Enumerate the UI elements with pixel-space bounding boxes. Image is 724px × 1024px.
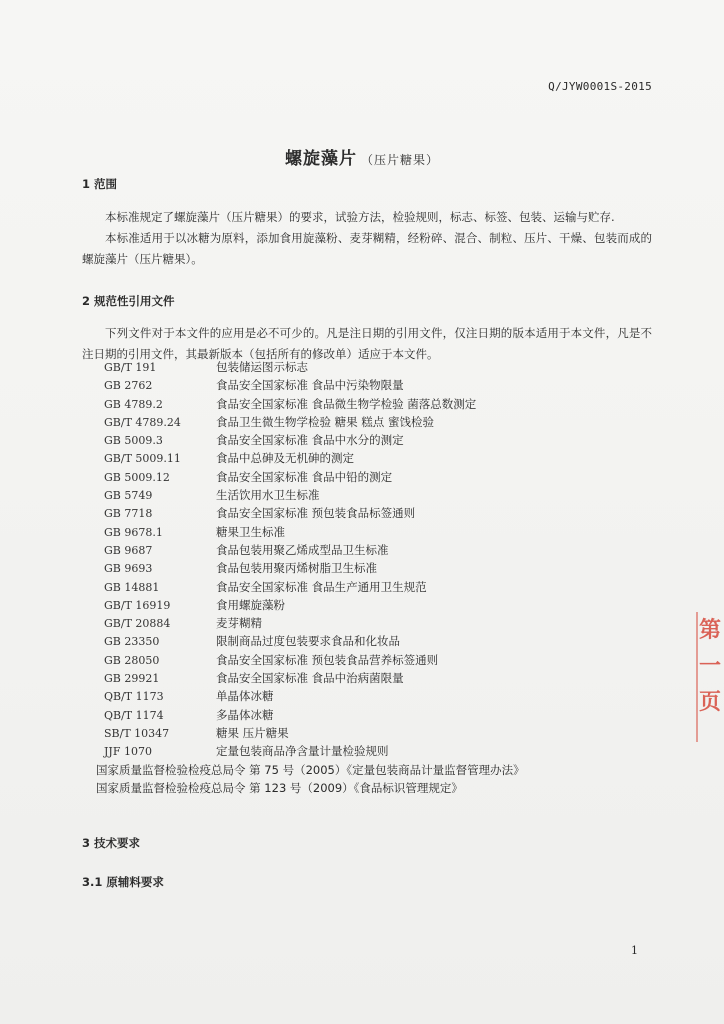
reference-title: 食品包装用聚乙烯成型品卫生标准 bbox=[216, 542, 389, 557]
reference-title: 包装储运图示标志 bbox=[216, 360, 308, 374]
reference-title: 麦芽糊精 bbox=[216, 616, 262, 631]
reference-title: 食用螺旋藻粉 bbox=[216, 597, 285, 612]
reference-order bbox=[96, 779, 664, 797]
reference-item bbox=[104, 376, 664, 394]
reference-title: 糖果卫生标准 bbox=[216, 524, 285, 539]
reference-item bbox=[104, 486, 664, 504]
reference-code: GB 28050 bbox=[104, 653, 160, 667]
section-3-heading: 3 技术要求 bbox=[82, 836, 141, 850]
reference-title: 单晶体冰糖 bbox=[216, 689, 274, 704]
standard-number: Q/JYW0001S-2015 bbox=[548, 80, 652, 93]
page-number: 1 bbox=[631, 944, 638, 957]
reference-title: 限制商品过度包装要求食品和化妆品 bbox=[216, 634, 400, 649]
reference-item bbox=[104, 706, 664, 724]
reference-title: 食品安全国家标准 食品中治病菌限量 bbox=[216, 671, 404, 686]
order-title: 国家质量监督检验检疫总局令 第 75 号（2005）《定量包装商品计量监督管理办法》 bbox=[96, 762, 525, 777]
reference-item bbox=[104, 395, 664, 413]
reference-item bbox=[104, 523, 664, 541]
title-subtitle: （压片糖果） bbox=[360, 153, 439, 167]
reference-item bbox=[104, 559, 664, 577]
reference-item bbox=[104, 669, 664, 687]
reference-title: 食品中总砷及无机砷的测定 bbox=[216, 451, 354, 466]
reference-item bbox=[104, 541, 664, 559]
reference-code: GB 9678.1 bbox=[104, 525, 163, 539]
reference-title: 食品包装用聚丙烯树脂卫生标准 bbox=[216, 561, 377, 576]
reference-item bbox=[104, 687, 664, 705]
reference-item bbox=[104, 413, 664, 431]
reference-title: 食品安全国家标准 食品微生物学检验 菌落总数测定 bbox=[216, 396, 477, 411]
reference-title: 食品安全国家标准 预包装食品标签通则 bbox=[216, 506, 416, 521]
stamp-char: 一 bbox=[698, 653, 721, 679]
reference-code: QB/T 1174 bbox=[104, 708, 164, 722]
reference-title: 多晶体冰糖 bbox=[216, 707, 274, 722]
reference-code: GB 4789.2 bbox=[104, 397, 163, 411]
section-1-paragraph-2: 本标准适用于以冰糖为原料，添加食用旋藻粉、麦芽糊精，经粉碎、混合、制粒、压片、干燥、包装而成的螺旋藻片（压片糖果）。 bbox=[82, 231, 652, 266]
reference-code: GB 7718 bbox=[104, 507, 153, 521]
reference-title: 食品安全国家标准 食品中水分的测定 bbox=[216, 433, 404, 448]
reference-item bbox=[104, 596, 664, 614]
reference-item bbox=[104, 742, 664, 760]
reference-item bbox=[104, 358, 664, 376]
reference-order bbox=[96, 761, 664, 779]
reference-title: 生活饮用水卫生标准 bbox=[216, 488, 320, 503]
reference-item bbox=[104, 504, 664, 522]
reference-item bbox=[104, 431, 664, 449]
reference-code: QB/T 1173 bbox=[104, 690, 164, 704]
title-main: 螺旋藻片 bbox=[284, 149, 357, 169]
reference-item bbox=[104, 468, 664, 486]
reference-item bbox=[104, 724, 664, 742]
reference-item bbox=[104, 632, 664, 650]
reference-title: 食品安全国家标准 食品生产通用卫生规范 bbox=[216, 579, 427, 594]
stamp-char: 第 bbox=[698, 617, 721, 643]
reference-code: GB 23350 bbox=[104, 635, 160, 649]
reference-code: GB 9693 bbox=[104, 562, 153, 576]
reference-code: GB 14881 bbox=[104, 580, 160, 594]
reference-code: JJF 1070 bbox=[104, 745, 152, 759]
reference-item bbox=[104, 578, 664, 596]
reference-title: 食品安全国家标准 预包装食品营养标签通则 bbox=[216, 652, 439, 667]
section-2-heading: 2 规范性引用文件 bbox=[82, 294, 175, 308]
stamp-char: 页 bbox=[698, 689, 721, 715]
reference-code: GB/T 20884 bbox=[104, 617, 171, 631]
page-stamp bbox=[696, 612, 722, 742]
section-1-heading: 1 范围 bbox=[82, 177, 118, 191]
reference-code: GB 5009.3 bbox=[104, 434, 163, 448]
reference-list bbox=[96, 358, 664, 797]
section-2-paragraph: 下列文件对于本文件的应用是必不可少的。凡是注日期的引用文件，仅注日期的版本适用于本文件，凡是不注日期的引用文件，其最新版本（包括所有的修改单）适应于本文件。 bbox=[82, 326, 652, 361]
reference-title: 糖果 压片糖果 bbox=[216, 725, 289, 740]
reference-code: GB 9687 bbox=[104, 543, 153, 557]
reference-item bbox=[104, 614, 664, 632]
reference-code: SB/T 10347 bbox=[104, 726, 170, 740]
order-title: 国家质量监督检验检疫总局令 第 123 号（2009）《食品标识管理规定》 bbox=[96, 780, 463, 795]
reference-title: 定量包装商品净含量计量检验规则 bbox=[216, 744, 389, 759]
reference-code: GB/T 16919 bbox=[104, 598, 171, 612]
document-title bbox=[0, 144, 724, 169]
section-3-1-heading: 3.1 原辅料要求 bbox=[82, 875, 164, 889]
reference-code: GB/T 191 bbox=[104, 361, 157, 374]
reference-code: GB 29921 bbox=[104, 672, 160, 686]
reference-title: 食品卫生微生物学检验 糖果 糕点 蜜饯检验 bbox=[216, 414, 434, 429]
reference-title: 食品安全国家标准 食品中污染物限量 bbox=[216, 378, 404, 393]
reference-item bbox=[104, 449, 664, 467]
reference-code: GB 5009.12 bbox=[104, 470, 170, 484]
section-1-paragraph-1: 本标准规定了螺旋藻片（压片糖果）的要求，试验方法，检验规则，标志、标签、包装、运输与贮存. bbox=[105, 210, 615, 224]
reference-title: 食品安全国家标准 食品中铅的测定 bbox=[216, 469, 393, 484]
reference-code: GB 2762 bbox=[104, 379, 153, 393]
reference-item bbox=[104, 651, 664, 669]
reference-code: GB 5749 bbox=[104, 489, 153, 503]
reference-code: GB/T 4789.24 bbox=[104, 415, 181, 429]
reference-code: GB/T 5009.11 bbox=[104, 452, 181, 466]
